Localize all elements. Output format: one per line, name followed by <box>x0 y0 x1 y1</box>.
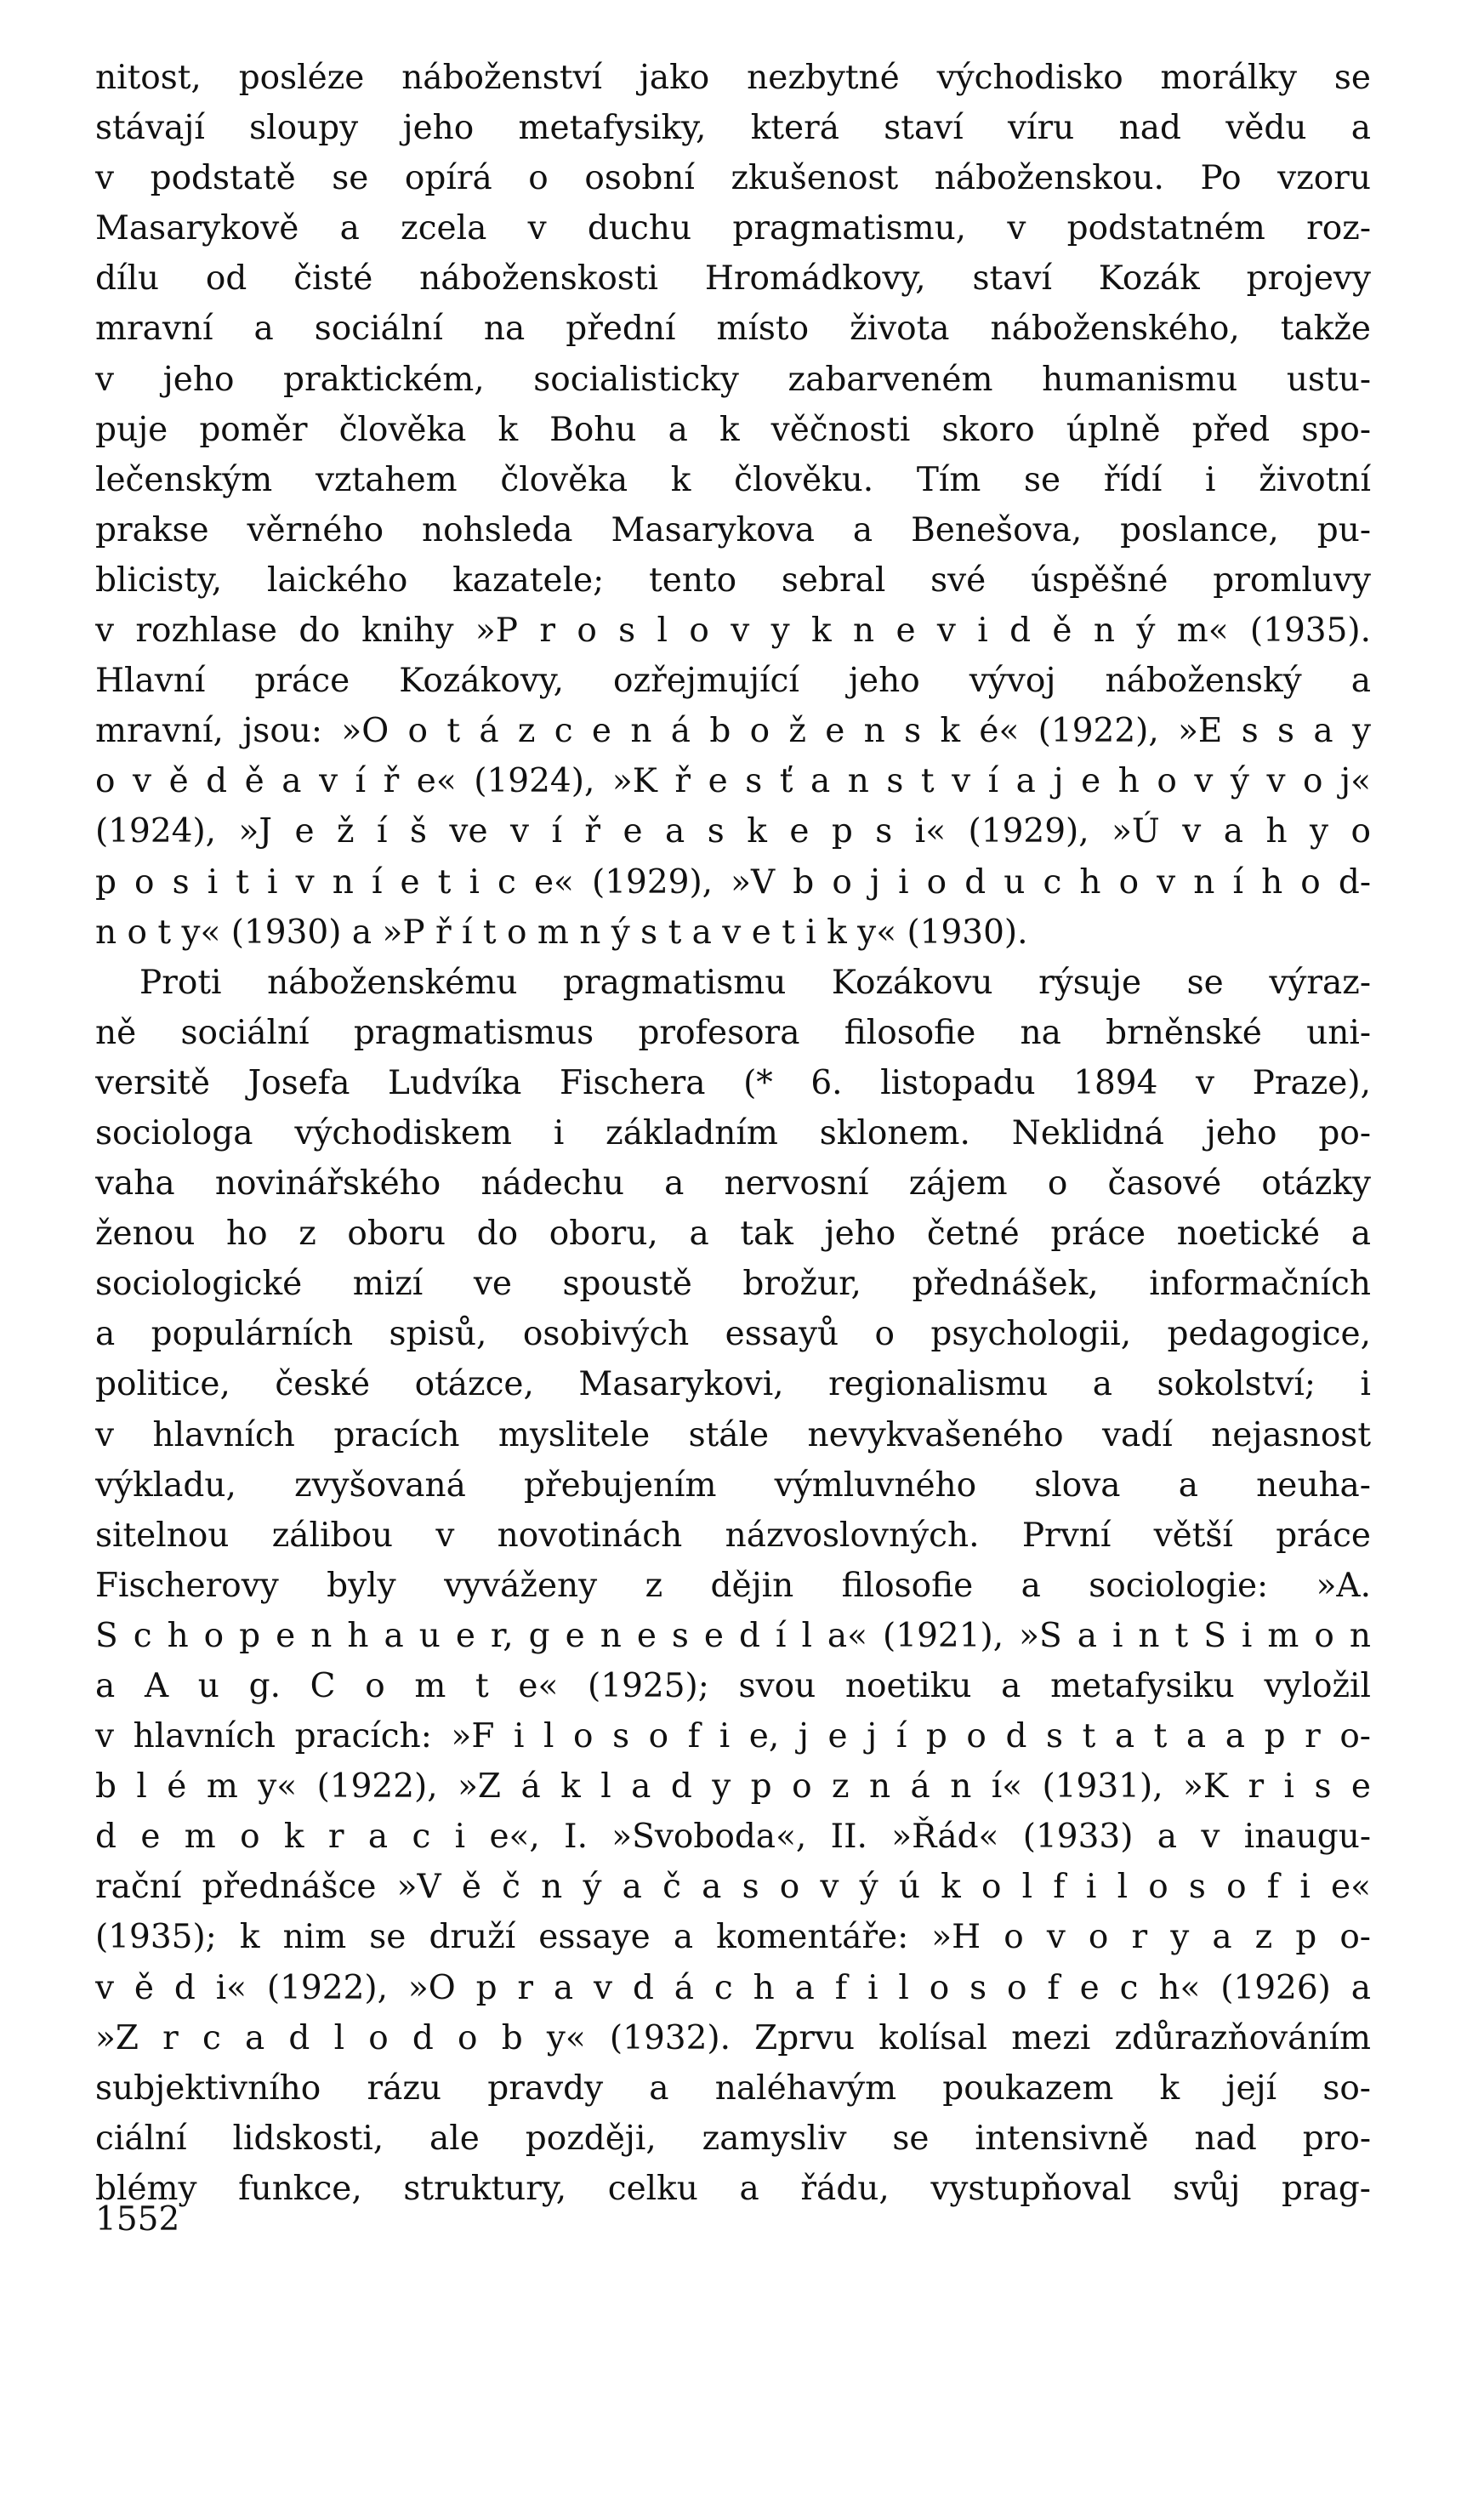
text-line: mravní, jsou: »O o t á z c e n á b o ž e n s k é« (1922), »E s s a y <box>95 712 1371 751</box>
text-line: lečenským vztahem člověka k člověku. Tím se řídí i životní <box>95 460 1371 499</box>
text-line: v jeho praktickém, socialisticky zabarveném humanismu ustu- <box>95 360 1371 399</box>
text-line: v rozhlase do knihy »P r o s l o v y k n e v i d ě n ý m« (1935). <box>95 612 1371 651</box>
text-line: Hlavní práce Kozákovy, ozřejmující jeho vývoj náboženský a <box>95 662 1371 701</box>
text-line: ženou ho z oboru do oboru, a tak jeho četné práce noetické a <box>95 1215 1371 1254</box>
text-line: subjektivního rázu pravdy a naléhavým poukazem k její so- <box>95 2068 1371 2108</box>
text-line: prakse věrného nohsleda Masarykova a Benešova, poslance, pu- <box>95 510 1371 549</box>
text-line: d e m o k r a c i e«, I. »Svoboda«, II. »Řád« (1933) a v inaugu- <box>95 1818 1371 1857</box>
text-line: blémy funkce, struktury, celku a řádu, vystupňoval svůj prag- <box>95 2169 1371 2208</box>
page-number: 1552 <box>95 2200 180 2239</box>
text-line: stávají sloupy jeho metafysiky, která staví víru nad vědu a <box>95 109 1371 148</box>
text-line: blicisty, laického kazatele; tento sebral své úspěšné promluvy <box>95 560 1371 600</box>
text-line: Masarykově a zcela v duchu pragmatismu, v podstatném roz- <box>95 209 1371 248</box>
text-line: »Z r c a d l o d o b y« (1932). Zprvu kolísal mezi zdůrazňováním <box>95 2018 1371 2057</box>
text-line: nitost, posléze náboženství jako nezbytné východisko morálky se <box>95 59 1371 97</box>
text-line: (1935); k nim se druží essaye a komentáře: »H o v o r y a z p o- <box>95 1918 1371 1957</box>
text-line: (1924), »J e ž í š ve v í ř e a s k e p s i« (1929), »Ú v a h y o <box>95 812 1371 851</box>
text-line: S c h o p e n h a u e r, g e n e s e d í l a« (1921), »S a i n t S i m o n <box>95 1616 1371 1655</box>
text-line: mravní a sociální na přední místo života náboženského, takže <box>95 310 1371 349</box>
text-line: dílu od čisté náboženskosti Hromádkovy, staví Kozák projevy <box>95 259 1371 299</box>
text-line: Fischerovy byly vyváženy z dějin filosofie a sociologie: »A. <box>95 1566 1371 1605</box>
text-line: b l é m y« (1922), »Z á k l a d y p o z n á n í« (1931), »K r i s e <box>95 1767 1371 1807</box>
text-line: v hlavních pracích myslitele stále nevykvašeného vadí nejasnost <box>95 1415 1371 1454</box>
body-text <box>95 53 1371 2214</box>
text-line: versitě Josefa Ludvíka Fischera (* 6. listopadu 1894 v Praze), <box>95 1063 1371 1102</box>
text-line: o v ě d ě a v í ř e« (1924), »K ř e s ť a n s t v í a j e h o v ý v o j« <box>95 762 1371 801</box>
text-line: a populárních spisů, osobivých essayů o psychologii, pedagogice, <box>95 1315 1371 1354</box>
text-line: v ě d i« (1922), »O p r a v d á c h a f i l o s o f e c h« (1926) a <box>95 1968 1371 2007</box>
text-line: p o s i t i v n í e t i c e« (1929), »V b o j i o d u c h o v n í h o d- <box>95 862 1371 902</box>
paragraph-start-line: Proti náboženskému pragmatismu Kozákovu rýsuje se výraz- <box>139 963 1371 1002</box>
text-line: ně sociální pragmatismus profesora filosofie na brněnské uni- <box>95 1013 1371 1052</box>
text-line: vaha novinářského nádechu a nervosní zájem o časové otázky <box>95 1164 1371 1203</box>
text-line: n o t y« (1930) a »P ř í t o m n ý s t a v e t i k y« (1930). <box>95 913 1028 952</box>
text-line: politice, české otázce, Masarykovi, regionalismu a sokolství; i <box>95 1365 1371 1404</box>
text-line: výkladu, zvyšovaná přebujením výmluvného slova a neuha- <box>95 1465 1371 1505</box>
text-line: a A u g. C o m t e« (1925); svou noetiku a metafysiku vyložil <box>95 1667 1371 1705</box>
text-line: v hlavních pracích: »F i l o s o f i e, j e j í p o d s t a t a a p r o- <box>95 1717 1371 1756</box>
text-line: sociologické mizí ve spoustě brožur, přednášek, informačních <box>95 1265 1371 1304</box>
text-line: sociologa východiskem i základním sklonem. Neklidná jeho po- <box>95 1113 1371 1152</box>
text-line: rační přednášce »V ě č n ý a č a s o v ý ú k o l f i l o s o f i e« <box>95 1868 1371 1907</box>
text-line: ciální lidskosti, ale později, zamysliv se intensivně nad pro- <box>95 2119 1371 2158</box>
text-line: sitelnou zálibou v novotinách názvoslovných. První větší práce <box>95 1516 1371 1555</box>
text-line: v podstatě se opírá o osobní zkušenost náboženskou. Po vzoru <box>95 159 1371 198</box>
text-line: puje poměr člověka k Bohu a k věčnosti skoro úplně před spo- <box>95 410 1371 449</box>
